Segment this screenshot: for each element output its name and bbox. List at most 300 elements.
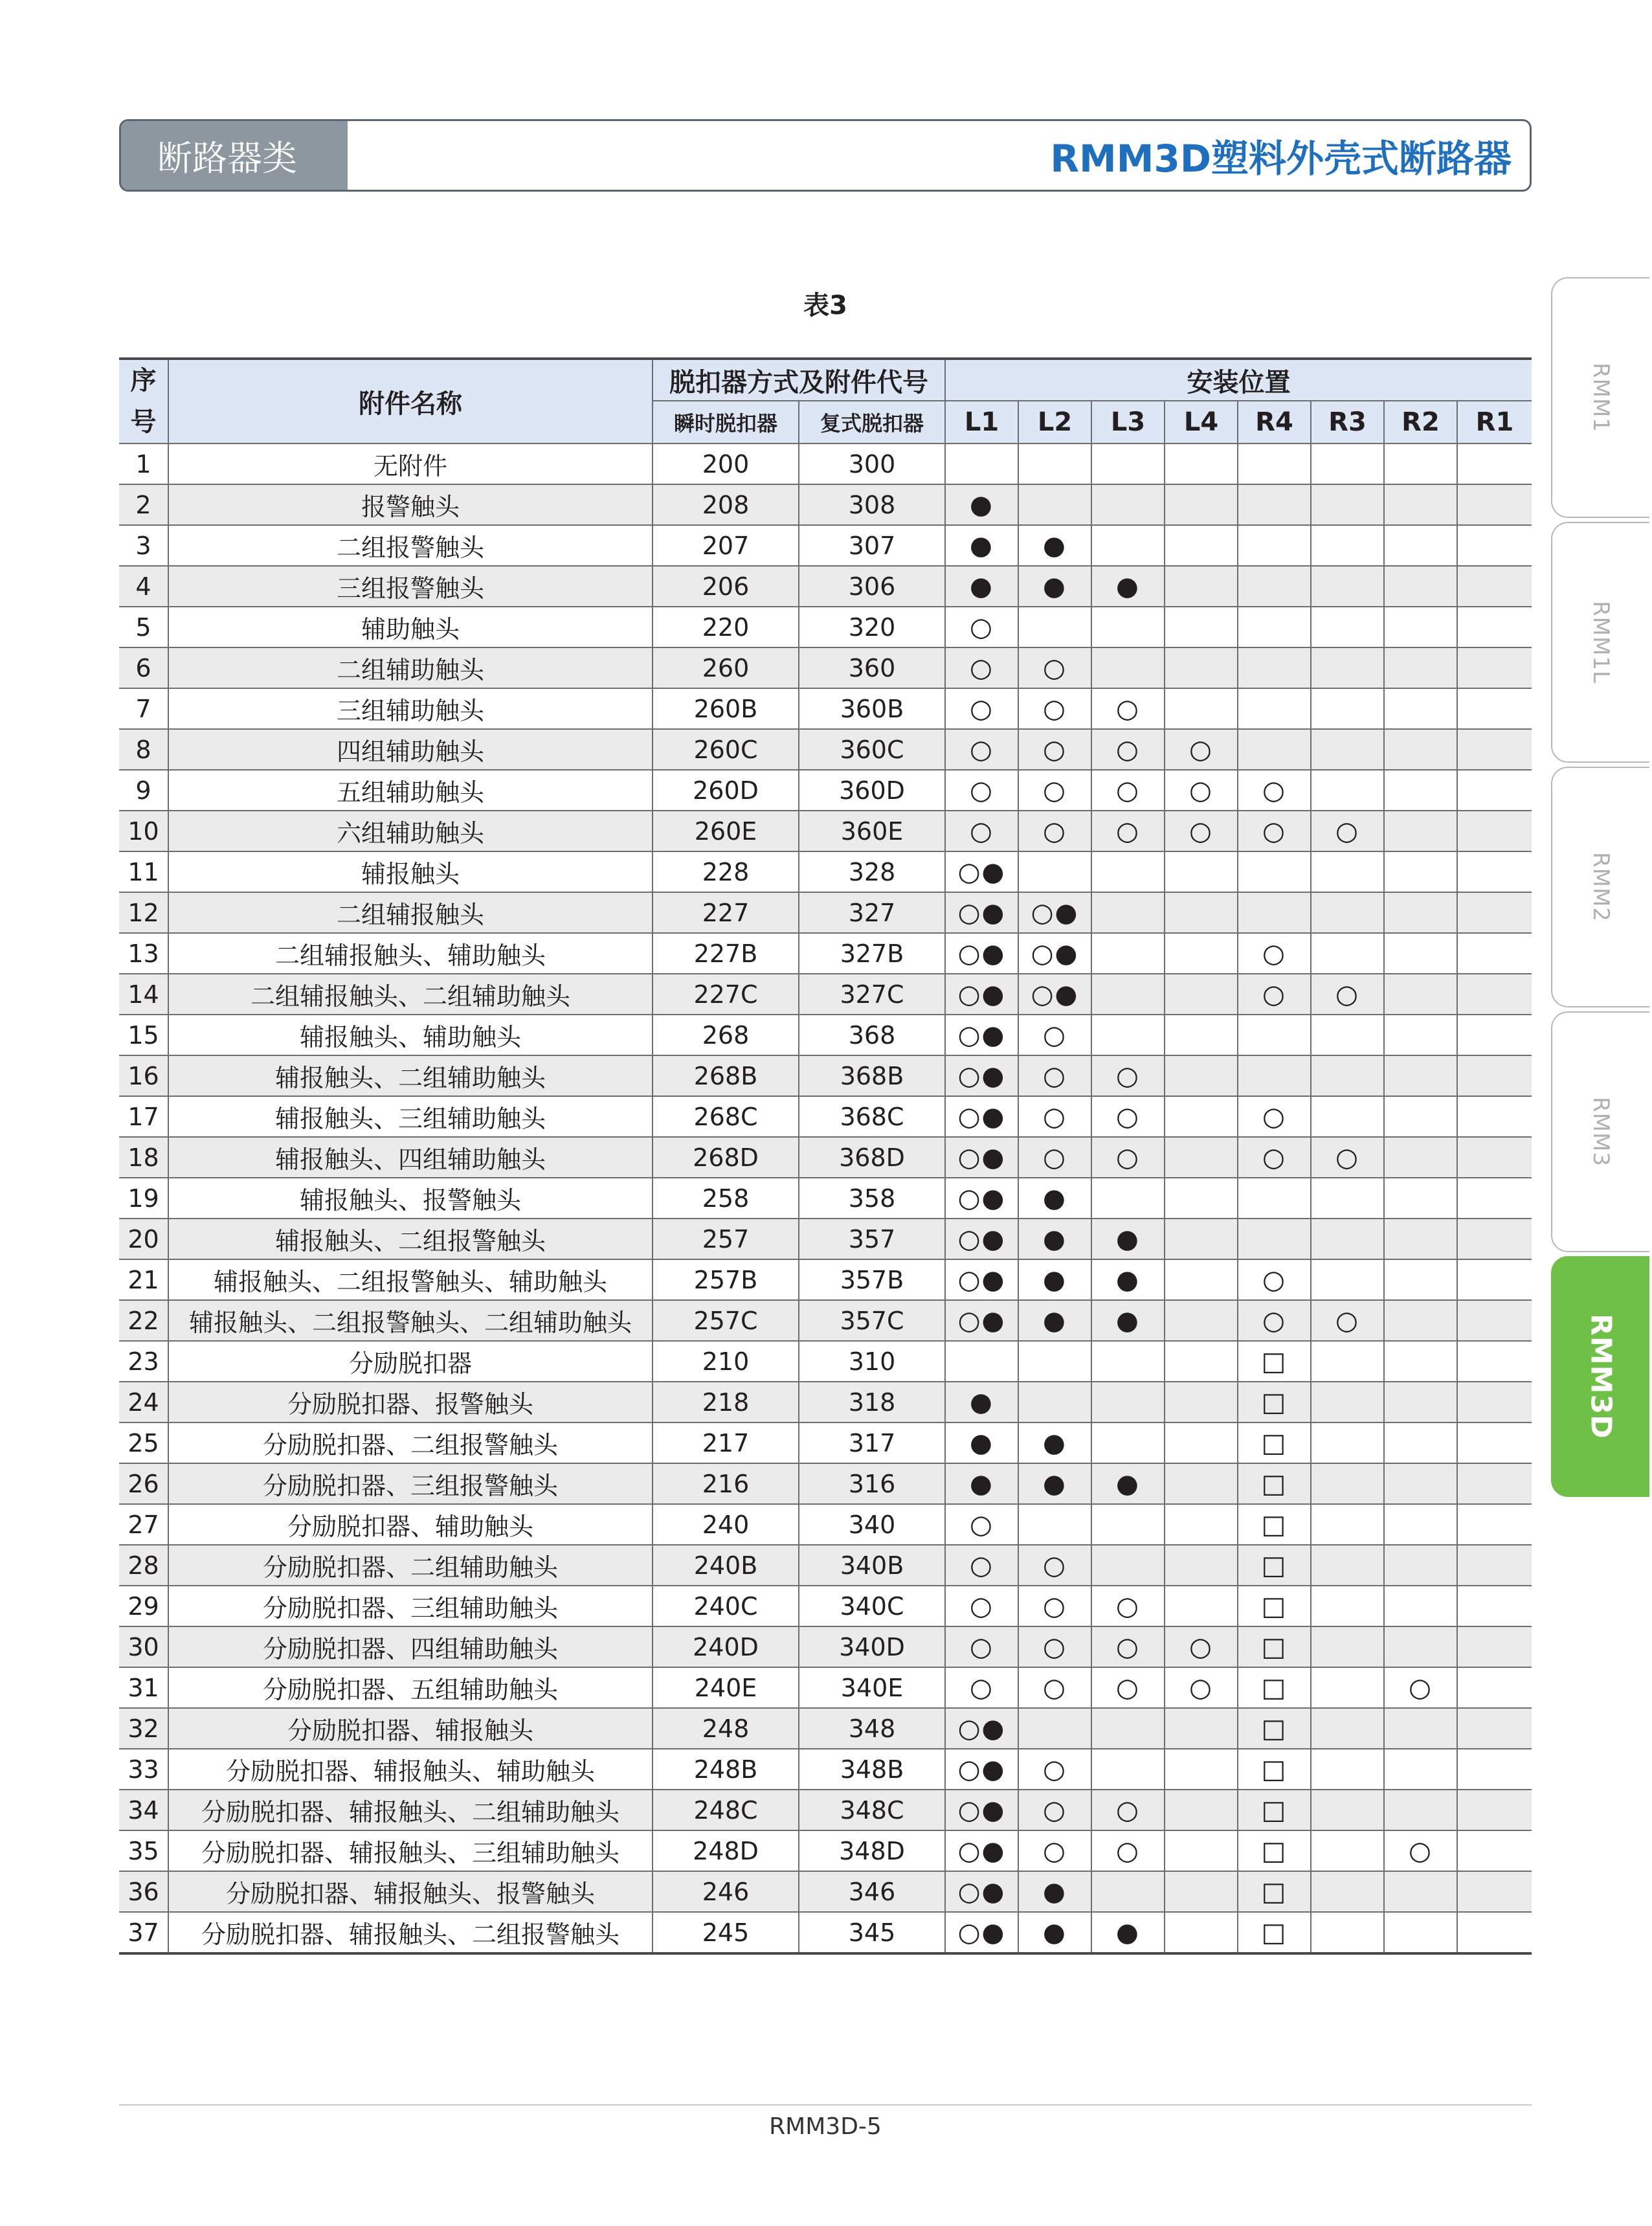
position-r3-marker — [1311, 1422, 1384, 1463]
table-row — [119, 1300, 1532, 1341]
position-l2-marker: ○ — [1018, 1667, 1091, 1708]
position-r2-marker — [1384, 444, 1457, 484]
position-l4-marker — [1165, 688, 1238, 729]
position-r1-marker — [1457, 1382, 1532, 1422]
row-name: 辅报触头、三组辅助触头 — [168, 1096, 653, 1137]
row-name: 四组辅助触头 — [168, 729, 653, 770]
row-number: 28 — [119, 1545, 168, 1586]
position-r2-marker — [1384, 1463, 1457, 1504]
row-instant-code: 245 — [653, 1912, 799, 1953]
row-instant-code: 260C — [653, 729, 799, 770]
position-l1-marker: ○● — [945, 1015, 1018, 1055]
row-compound-code: 340C — [799, 1586, 945, 1626]
table-row — [119, 688, 1532, 729]
position-r3-marker: ○ — [1311, 811, 1384, 851]
table-row — [119, 974, 1532, 1015]
position-l1-marker: ○ — [945, 607, 1018, 647]
table-row — [119, 851, 1532, 892]
position-l2-marker: ○ — [1018, 1830, 1091, 1871]
position-r3-marker — [1311, 1790, 1384, 1830]
position-l1-marker: ○● — [945, 1830, 1018, 1871]
position-l1-marker: ● — [945, 566, 1018, 607]
position-r3-marker — [1311, 1096, 1384, 1137]
position-r2-marker — [1384, 770, 1457, 811]
row-number: 8 — [119, 729, 168, 770]
position-l3-marker: ● — [1091, 1300, 1165, 1341]
side-tab-label: RMM1L — [1588, 601, 1614, 684]
position-l4-marker — [1165, 1055, 1238, 1096]
position-r4-marker: □ — [1238, 1422, 1311, 1463]
table-row — [119, 1708, 1532, 1749]
position-r3-marker — [1311, 1586, 1384, 1626]
table-row — [119, 1504, 1532, 1545]
table-row — [119, 1096, 1532, 1137]
position-r1-marker — [1457, 1871, 1532, 1912]
category-label: 断路器类 — [121, 121, 348, 190]
position-r4-marker: ○ — [1238, 1300, 1311, 1341]
position-r2-marker — [1384, 484, 1457, 525]
position-l3-marker: ○ — [1091, 1137, 1165, 1178]
position-l2-marker: ○ — [1018, 811, 1091, 851]
side-tab-label: RMM3 — [1588, 1097, 1614, 1167]
header-seq: 序号 — [119, 359, 168, 444]
position-l4-marker — [1165, 1341, 1238, 1382]
position-r2-marker — [1384, 974, 1457, 1015]
row-compound-code: 357B — [799, 1259, 945, 1300]
row-name: 辅报触头、四组辅助触头 — [168, 1137, 653, 1178]
position-r4-marker — [1238, 647, 1311, 688]
row-instant-code: 240D — [653, 1626, 799, 1667]
row-name: 分励脱扣器、辅报触头、报警触头 — [168, 1871, 653, 1912]
row-instant-code: 257 — [653, 1219, 799, 1259]
position-r2-marker — [1384, 1178, 1457, 1219]
position-r3-marker — [1311, 1382, 1384, 1422]
position-l4-marker — [1165, 1382, 1238, 1422]
position-r3-marker — [1311, 1749, 1384, 1790]
row-name: 分励脱扣器、辅报触头、辅助触头 — [168, 1749, 653, 1790]
position-r4-marker — [1238, 851, 1311, 892]
position-l3-marker: ○ — [1091, 1830, 1165, 1871]
position-l1-marker: ○ — [945, 688, 1018, 729]
position-r1-marker — [1457, 566, 1532, 607]
position-l1-marker: ○ — [945, 729, 1018, 770]
position-l1-marker: ○ — [945, 1545, 1018, 1586]
position-l4-marker — [1165, 1219, 1238, 1259]
header-code-group: 脱扣器方式及附件代号 — [653, 359, 945, 401]
position-l2-marker: ○ — [1018, 1096, 1091, 1137]
header-pos-l3: L3 — [1091, 401, 1165, 444]
row-instant-code: 227C — [653, 974, 799, 1015]
table-row — [119, 1178, 1532, 1219]
table-row — [119, 729, 1532, 770]
header-pos-l1: L1 — [945, 401, 1018, 444]
row-name: 分励脱扣器、辅报触头、三组辅助触头 — [168, 1830, 653, 1871]
table-row — [119, 1667, 1532, 1708]
row-instant-code: 240B — [653, 1545, 799, 1586]
header-pos-r1: R1 — [1457, 401, 1532, 444]
position-l3-marker — [1091, 1422, 1165, 1463]
position-r2-marker — [1384, 647, 1457, 688]
row-compound-code: 340E — [799, 1667, 945, 1708]
position-r3-marker — [1311, 1015, 1384, 1055]
row-name: 分励脱扣器、三组报警触头 — [168, 1463, 653, 1504]
side-tab-label: RMM1 — [1588, 363, 1614, 433]
position-l4-marker — [1165, 1300, 1238, 1341]
side-tab-rmm2[interactable] — [1551, 767, 1649, 1007]
row-number: 12 — [119, 892, 168, 933]
position-l2-marker — [1018, 484, 1091, 525]
row-compound-code: 318 — [799, 1382, 945, 1422]
position-r2-marker — [1384, 1096, 1457, 1137]
position-l2-marker: ● — [1018, 1912, 1091, 1953]
position-l1-marker: ● — [945, 1382, 1018, 1422]
row-number: 32 — [119, 1708, 168, 1749]
table-row — [119, 811, 1532, 851]
row-name: 辅报触头、二组报警触头 — [168, 1219, 653, 1259]
position-l3-marker — [1091, 1341, 1165, 1382]
row-compound-code: 340 — [799, 1504, 945, 1545]
row-name: 辅报触头、二组报警触头、辅助触头 — [168, 1259, 653, 1300]
header-pos-l2: L2 — [1018, 401, 1091, 444]
position-r2-marker — [1384, 1055, 1457, 1096]
position-l3-marker: ● — [1091, 1219, 1165, 1259]
row-instant-code: 227B — [653, 933, 799, 974]
row-name: 辅报触头 — [168, 851, 653, 892]
side-tab-rmm1[interactable] — [1551, 277, 1649, 518]
row-number: 1 — [119, 444, 168, 484]
position-l3-marker — [1091, 1708, 1165, 1749]
table-row — [119, 607, 1532, 647]
position-l4-marker — [1165, 1015, 1238, 1055]
position-r1-marker — [1457, 1790, 1532, 1830]
position-l1-marker — [945, 444, 1018, 484]
position-r4-marker: □ — [1238, 1504, 1311, 1545]
position-r1-marker — [1457, 1504, 1532, 1545]
position-l4-marker — [1165, 525, 1238, 566]
position-l4-marker — [1165, 1504, 1238, 1545]
row-instant-code: 240C — [653, 1586, 799, 1626]
row-name: 分励脱扣器、四组辅助触头 — [168, 1626, 653, 1667]
header-pos-r2: R2 — [1384, 401, 1457, 444]
row-instant-code: 216 — [653, 1463, 799, 1504]
table-row — [119, 892, 1532, 933]
position-r1-marker — [1457, 607, 1532, 647]
header-pos-r4: R4 — [1238, 401, 1311, 444]
row-number: 31 — [119, 1667, 168, 1708]
row-number: 2 — [119, 484, 168, 525]
row-name: 分励脱扣器、五组辅助触头 — [168, 1667, 653, 1708]
position-l4-marker — [1165, 851, 1238, 892]
side-tab-rmm1l[interactable] — [1551, 522, 1649, 763]
position-l2-marker: ○ — [1018, 1626, 1091, 1667]
position-r4-marker: ○ — [1238, 1137, 1311, 1178]
position-r3-marker — [1311, 444, 1384, 484]
position-r1-marker — [1457, 525, 1532, 566]
row-compound-code: 316 — [799, 1463, 945, 1504]
position-r2-marker — [1384, 1015, 1457, 1055]
position-r3-marker — [1311, 607, 1384, 647]
table-row — [119, 444, 1532, 484]
row-compound-code: 368B — [799, 1055, 945, 1096]
position-r3-marker — [1311, 933, 1384, 974]
position-l2-marker: ○ — [1018, 1055, 1091, 1096]
position-l2-marker: ○ — [1018, 729, 1091, 770]
side-tab-rmm3d[interactable] — [1551, 1256, 1649, 1497]
row-name: 辅助触头 — [168, 607, 653, 647]
position-r4-marker: ○ — [1238, 974, 1311, 1015]
row-instant-code: 206 — [653, 566, 799, 607]
row-number: 20 — [119, 1219, 168, 1259]
position-r4-marker: □ — [1238, 1667, 1311, 1708]
position-l4-marker: ○ — [1165, 770, 1238, 811]
position-r3-marker: ○ — [1311, 974, 1384, 1015]
row-number: 24 — [119, 1382, 168, 1422]
position-l4-marker — [1165, 1912, 1238, 1953]
row-name: 分励脱扣器、报警触头 — [168, 1382, 653, 1422]
row-compound-code: 348 — [799, 1708, 945, 1749]
position-r1-marker — [1457, 1422, 1532, 1463]
position-r2-marker — [1384, 851, 1457, 892]
position-l3-marker: ○ — [1091, 1667, 1165, 1708]
position-l3-marker — [1091, 974, 1165, 1015]
position-l4-marker — [1165, 1708, 1238, 1749]
position-l2-marker: ● — [1018, 1463, 1091, 1504]
position-l1-marker: ○● — [945, 1178, 1018, 1219]
row-instant-code: 228 — [653, 851, 799, 892]
position-l1-marker: ○● — [945, 1790, 1018, 1830]
row-name: 分励脱扣器、辅报触头、二组辅助触头 — [168, 1790, 653, 1830]
position-r3-marker — [1311, 1871, 1384, 1912]
table-row — [119, 1259, 1532, 1300]
row-compound-code: 368C — [799, 1096, 945, 1137]
row-name: 二组报警触头 — [168, 525, 653, 566]
row-number: 22 — [119, 1300, 168, 1341]
position-l1-marker: ○● — [945, 1912, 1018, 1953]
position-l2-marker: ○● — [1018, 933, 1091, 974]
position-l4-marker — [1165, 1830, 1238, 1871]
position-l3-marker — [1091, 1178, 1165, 1219]
position-r2-marker — [1384, 1626, 1457, 1667]
position-r1-marker — [1457, 1178, 1532, 1219]
row-number: 34 — [119, 1790, 168, 1830]
position-r2-marker — [1384, 566, 1457, 607]
position-l2-marker: ○ — [1018, 1586, 1091, 1626]
position-l2-marker — [1018, 444, 1091, 484]
row-number: 14 — [119, 974, 168, 1015]
position-l2-marker: ● — [1018, 1300, 1091, 1341]
position-l3-marker: ○ — [1091, 770, 1165, 811]
row-name: 分励脱扣器、辅报触头、二组报警触头 — [168, 1912, 653, 1953]
position-l3-marker — [1091, 525, 1165, 566]
position-l1-marker — [945, 1341, 1018, 1382]
row-name: 分励脱扣器 — [168, 1341, 653, 1382]
row-number: 7 — [119, 688, 168, 729]
position-l3-marker — [1091, 1015, 1165, 1055]
row-compound-code: 340D — [799, 1626, 945, 1667]
position-r1-marker — [1457, 484, 1532, 525]
position-l4-marker — [1165, 1422, 1238, 1463]
position-r4-marker — [1238, 484, 1311, 525]
position-l1-marker: ○● — [945, 851, 1018, 892]
row-name: 分励脱扣器、二组辅助触头 — [168, 1545, 653, 1586]
position-r4-marker — [1238, 1015, 1311, 1055]
position-r3-marker — [1311, 688, 1384, 729]
row-instant-code: 268 — [653, 1015, 799, 1055]
table-row — [119, 1626, 1532, 1667]
position-r1-marker — [1457, 729, 1532, 770]
position-r2-marker — [1384, 1504, 1457, 1545]
position-l1-marker: ○ — [945, 1626, 1018, 1667]
position-r2-marker — [1384, 1871, 1457, 1912]
position-r4-marker: □ — [1238, 1871, 1311, 1912]
table-row — [119, 1749, 1532, 1790]
row-number: 3 — [119, 525, 168, 566]
row-compound-code: 320 — [799, 607, 945, 647]
position-r1-marker — [1457, 933, 1532, 974]
position-r4-marker — [1238, 444, 1311, 484]
row-name: 二组辅助触头 — [168, 647, 653, 688]
table-row — [119, 525, 1532, 566]
table-body — [119, 444, 1532, 1953]
position-l1-marker: ● — [945, 1463, 1018, 1504]
position-l2-marker: ○ — [1018, 1545, 1091, 1586]
row-name: 三组辅助触头 — [168, 688, 653, 729]
row-instant-code: 248 — [653, 1708, 799, 1749]
row-compound-code: 307 — [799, 525, 945, 566]
position-r2-marker: ○ — [1384, 1667, 1457, 1708]
position-l4-marker — [1165, 1259, 1238, 1300]
position-r4-marker: □ — [1238, 1749, 1311, 1790]
position-r2-marker — [1384, 1545, 1457, 1586]
row-number: 13 — [119, 933, 168, 974]
position-l3-marker: ○ — [1091, 811, 1165, 851]
position-r2-marker — [1384, 1708, 1457, 1749]
position-r2-marker — [1384, 1382, 1457, 1422]
position-r4-marker — [1238, 729, 1311, 770]
row-number: 16 — [119, 1055, 168, 1096]
position-r2-marker — [1384, 688, 1457, 729]
position-r1-marker — [1457, 1667, 1532, 1708]
row-compound-code: 327C — [799, 974, 945, 1015]
position-r1-marker — [1457, 892, 1532, 933]
position-l1-marker: ○● — [945, 1219, 1018, 1259]
position-r4-marker — [1238, 566, 1311, 607]
position-l1-marker: ○● — [945, 1708, 1018, 1749]
position-r4-marker: □ — [1238, 1626, 1311, 1667]
row-compound-code: 340B — [799, 1545, 945, 1586]
position-r1-marker — [1457, 1463, 1532, 1504]
row-number: 27 — [119, 1504, 168, 1545]
row-compound-code: 346 — [799, 1871, 945, 1912]
position-r1-marker — [1457, 1055, 1532, 1096]
table-row — [119, 1871, 1532, 1912]
row-name: 无附件 — [168, 444, 653, 484]
position-r4-marker: ○ — [1238, 933, 1311, 974]
row-number: 36 — [119, 1871, 168, 1912]
table-row — [119, 933, 1532, 974]
position-l4-marker: ○ — [1165, 1667, 1238, 1708]
position-r3-marker: ○ — [1311, 1300, 1384, 1341]
position-r2-marker — [1384, 607, 1457, 647]
position-l3-marker: ○ — [1091, 729, 1165, 770]
row-number: 9 — [119, 770, 168, 811]
position-r4-marker: □ — [1238, 1586, 1311, 1626]
position-l3-marker: ○ — [1091, 688, 1165, 729]
position-r1-marker — [1457, 770, 1532, 811]
position-r4-marker: □ — [1238, 1912, 1311, 1953]
position-l1-marker: ○● — [945, 1749, 1018, 1790]
position-l3-marker — [1091, 933, 1165, 974]
position-r4-marker — [1238, 892, 1311, 933]
position-l3-marker: ● — [1091, 1463, 1165, 1504]
position-r3-marker — [1311, 1463, 1384, 1504]
position-r3-marker — [1311, 1504, 1384, 1545]
position-r4-marker: ○ — [1238, 1259, 1311, 1300]
row-compound-code: 310 — [799, 1341, 945, 1382]
page-header — [119, 119, 1532, 192]
row-number: 10 — [119, 811, 168, 851]
position-r3-marker — [1311, 1219, 1384, 1259]
position-r1-marker — [1457, 1341, 1532, 1382]
row-number: 29 — [119, 1586, 168, 1626]
position-l3-marker — [1091, 484, 1165, 525]
row-name: 辅报触头、二组报警触头、二组辅助触头 — [168, 1300, 653, 1341]
row-number: 11 — [119, 851, 168, 892]
position-l2-marker — [1018, 1708, 1091, 1749]
position-l2-marker: ● — [1018, 1422, 1091, 1463]
row-name: 报警触头 — [168, 484, 653, 525]
row-instant-code: 257C — [653, 1300, 799, 1341]
side-tab-rmm3[interactable] — [1551, 1011, 1649, 1252]
position-r1-marker — [1457, 688, 1532, 729]
position-l4-marker — [1165, 1871, 1238, 1912]
row-compound-code: 317 — [799, 1422, 945, 1463]
position-r1-marker — [1457, 1219, 1532, 1259]
row-compound-code: 360C — [799, 729, 945, 770]
row-instant-code: 246 — [653, 1871, 799, 1912]
position-l2-marker: ● — [1018, 525, 1091, 566]
position-r4-marker: □ — [1238, 1545, 1311, 1586]
table-row — [119, 1830, 1532, 1871]
position-r2-marker — [1384, 1422, 1457, 1463]
row-name: 辅报触头、辅助触头 — [168, 1015, 653, 1055]
position-l2-marker — [1018, 1382, 1091, 1422]
position-r2-marker — [1384, 1749, 1457, 1790]
position-r2-marker — [1384, 1790, 1457, 1830]
position-l3-marker — [1091, 851, 1165, 892]
position-r1-marker — [1457, 1300, 1532, 1341]
position-r4-marker: □ — [1238, 1708, 1311, 1749]
position-l1-marker: ○● — [945, 1871, 1018, 1912]
position-l1-marker: ○ — [945, 1667, 1018, 1708]
position-r2-marker — [1384, 525, 1457, 566]
row-compound-code: 300 — [799, 444, 945, 484]
row-number: 5 — [119, 607, 168, 647]
position-r3-marker — [1311, 1545, 1384, 1586]
position-r2-marker — [1384, 892, 1457, 933]
position-r1-marker — [1457, 811, 1532, 851]
position-l1-marker: ● — [945, 484, 1018, 525]
position-r3-marker — [1311, 525, 1384, 566]
table-row — [119, 1015, 1532, 1055]
position-r2-marker — [1384, 1300, 1457, 1341]
position-r1-marker — [1457, 1137, 1532, 1178]
position-r4-marker — [1238, 1219, 1311, 1259]
table-row — [119, 1422, 1532, 1463]
position-l3-marker — [1091, 444, 1165, 484]
position-r3-marker — [1311, 1667, 1384, 1708]
row-number: 6 — [119, 647, 168, 688]
